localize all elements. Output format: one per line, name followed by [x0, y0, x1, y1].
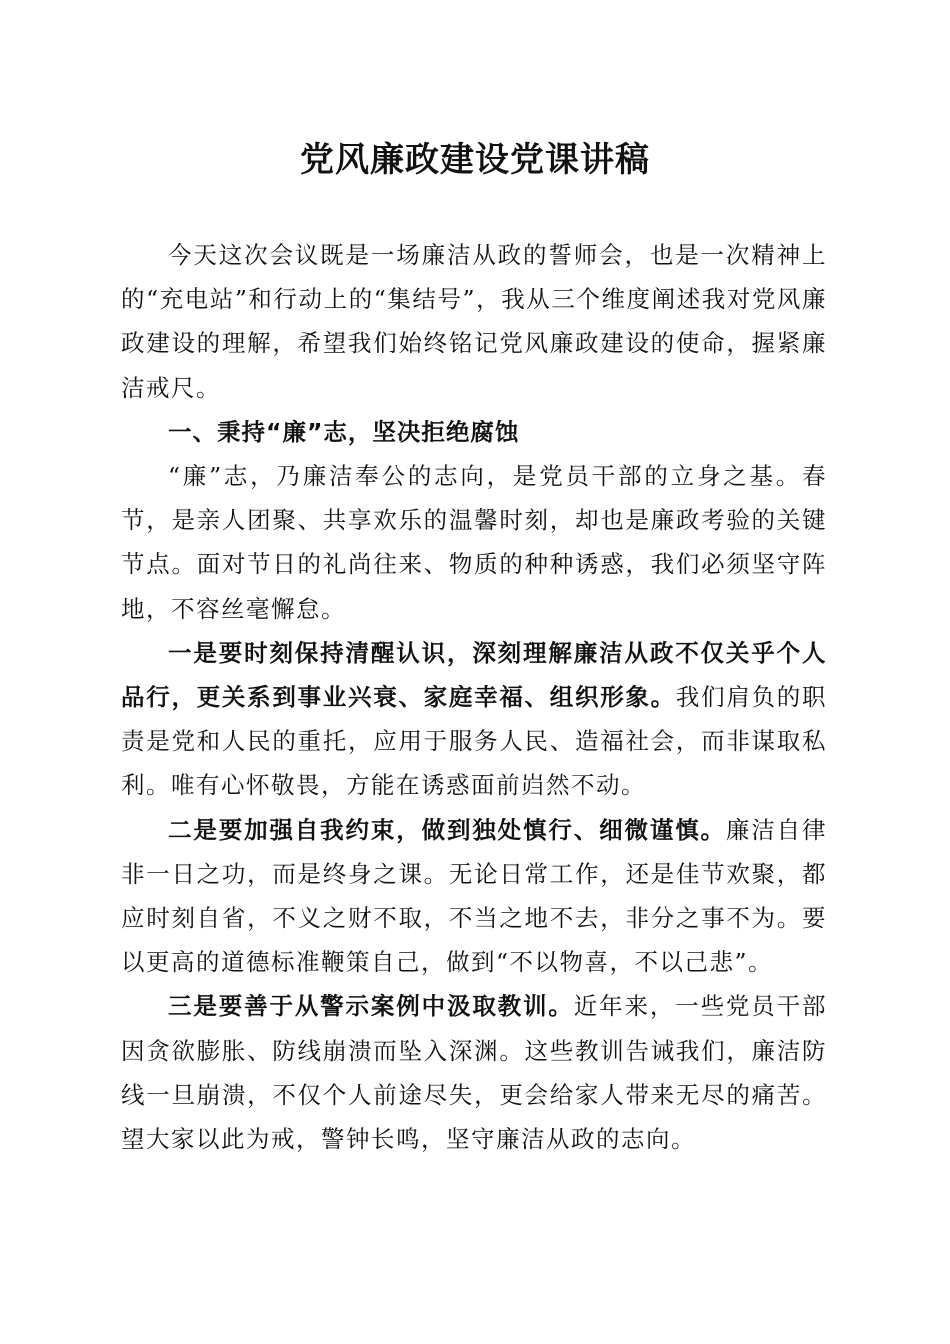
point-3-lead: 三是要善于从警示案例中汲取教训。	[168, 992, 574, 1021]
section-1-heading: 一、秉持“廉”志，坚决拒绝腐蚀	[168, 417, 520, 446]
document-body	[121, 233, 827, 1161]
document-title: 党风廉政建设党课讲稿	[300, 140, 650, 180]
point-2-paragraph	[121, 808, 827, 985]
point-2-body: 廉洁自律非一日之功，而是终身之课。无论日常工作，还是佳节欢聚，都应时刻自省，不义之财不取，不当之地不去，非分之事不为。要以更高的道德标准鞭策自己，做到“不以物喜，不以己悲”。	[121, 815, 828, 977]
point-3-body: 近年来，一些党员干部因贪欲膨胀、防线崩溃而坠入深渊。这些教训告诫我们，廉洁防线一旦崩溃，不仅个人前途尽失，更会给家人带来无尽的痛苦。望大家以此为戒，警钟长鸣，坚守廉洁从政的志向。	[121, 992, 828, 1154]
point-3-paragraph	[121, 984, 827, 1161]
point-1-body: 我们肩负的职责是党和人民的重托，应用于服务人民、造福社会，而非谋取私利。唯有心怀敬畏，方能在诱惑面前岿然不动。	[121, 683, 828, 800]
point-1-paragraph	[121, 631, 827, 808]
intro-paragraph: 今天这次会议既是一场廉洁从政的誓师会，也是一次精神上的“充电站”和行动上的“集结号”，我从三个维度阐述我对党风廉政建设的理解，希望我们始终铭记党风廉政建设的使命，握紧廉洁戒尺。	[121, 241, 827, 402]
point-1-lead: 一是要时刻保持清醒认识，深刻理解廉洁从政不仅关乎个人品行，更关系到事业兴衰、家庭幸福、组织形象。	[121, 638, 827, 712]
point-2-lead: 二是要加强自我约束，做到独处慎行、细微谨慎。	[168, 815, 726, 844]
section-1-intro-paragraph: “廉”志，乃廉洁奉公的志向，是党员干部的立身之基。春节，是亲人团聚、共享欢乐的温馨时刻，却也是廉政考验的关键节点。面对节日的礼尚往来、物质的种种诱惑，我们必须坚守阵地，不容丝毫懈怠。	[121, 462, 827, 623]
